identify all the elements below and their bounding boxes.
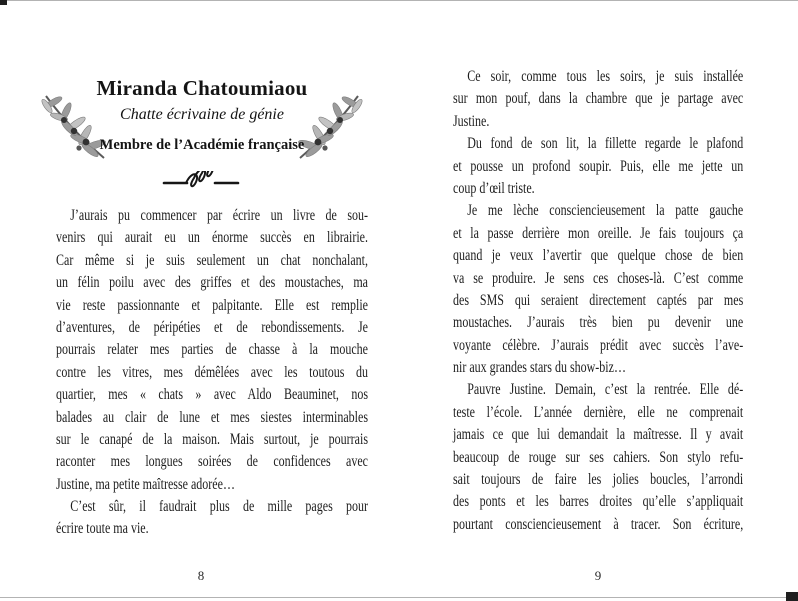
text-line: sur mon pouf, dans la chambre que je partage avec (453, 90, 744, 108)
text-line: Ce soir, comme tous les soirs, je suis installée (467, 68, 744, 85)
text-line: un félin poilu avec des griffes et des moustaches, ma (56, 274, 368, 292)
text-line: va se produire. Je sens ces choses-là. C’est comme (453, 269, 744, 287)
text-line: beaucoup de rouge sur ses cahiers. Son stylo refu- (453, 448, 744, 466)
author-title: Miranda Chatoumiaou (96, 76, 308, 100)
text-line: C’est sûr, il faudrait plus de mille pages pour (70, 498, 368, 516)
text-line: et la passe derrière mon oreille. Je fais toujours ça (453, 224, 744, 242)
text-line: J’aurais pu commencer par écrire un livre de sou- (70, 207, 368, 224)
text-line: Justine. (453, 112, 490, 130)
text-line: d’aventures, de péripéties et de rebondissements. Je (56, 318, 368, 336)
text-line: des ponts et les barres droites qu’elle s’appliquait (453, 493, 744, 511)
text-line: teste l’école. L’année dernière, elle ne comprenait (453, 403, 744, 421)
text-line: des SMS qui seraient directement captés par mes (453, 291, 744, 309)
text-line: vie reste passionnante et palpitante. Elle est remplie (56, 296, 368, 314)
text-line: sait toujours de faire les jolies boucles, l’arrondi (453, 471, 744, 489)
chapter-header (40, 0, 364, 200)
text-line: moustaches. J’aurais très bien pu devenir une (453, 314, 744, 332)
text-line: écrire toute ma vie. (56, 520, 149, 538)
text-line: sur le canapé de la maison. Mais surtout, je pourrais (56, 430, 368, 448)
squiggle-rule-icon (161, 171, 241, 191)
author-affiliation: Membre de l’Académie française (99, 137, 305, 153)
corner-artifact-top-left (0, 0, 7, 5)
text-line: pourtant consciencieusement à tracer. Son écriture, (453, 515, 744, 533)
text-line: et pousse un profond soupir. Puis, elle me jette un (453, 157, 744, 175)
page-number-left: 8 (197, 568, 205, 583)
text-line: jamais ce que lui demandait la maîtresse. Il y avait (453, 426, 744, 444)
text-line: voyante célèbre. J’aurais prédit avec succès l’ave- (453, 336, 744, 354)
text-line: contre les vitres, mes démêlées avec les toutous du (56, 363, 368, 381)
text-line: Du fond de son lit, la fillette regarde le plafond (467, 135, 744, 153)
body-text-left (56, 205, 368, 541)
text-line: coup d’œil triste. (453, 179, 535, 197)
page-number-right: 9 (594, 568, 602, 583)
text-line: raconter mes longues soirées de confidences avec (56, 453, 368, 471)
text-line: Pauvre Justine. Demain, c’est la rentrée. Elle dé- (467, 381, 744, 399)
author-subtitle: Chatte écrivaine de génie (120, 106, 284, 123)
text-line: quand je veux l’avertir que quelque chose de bien (453, 247, 744, 265)
text-line: balades au clair de lune et mes siestes interminables (56, 408, 368, 426)
text-line: Je me lèche consciencieusement la patte gauche (467, 202, 744, 220)
body-text-right (453, 66, 743, 536)
corner-artifact-bottom-right (786, 592, 798, 601)
text-line: nir aux grandes stars du show-biz… (453, 359, 626, 377)
text-line: Car même si je suis seulement un chat nonchalant, (56, 251, 368, 269)
text-line: quartier, mes « chats » avec Aldo Beauminet, nos (56, 386, 368, 404)
text-line: pourrais relater mes parties de chasse à la mouche (56, 341, 368, 359)
text-line: venirs qui aurait eu un énorme succès en librairie. (56, 229, 368, 247)
text-line: Justine, ma petite maîtresse adorée… (56, 475, 235, 493)
bottom-edge-line (0, 597, 798, 598)
